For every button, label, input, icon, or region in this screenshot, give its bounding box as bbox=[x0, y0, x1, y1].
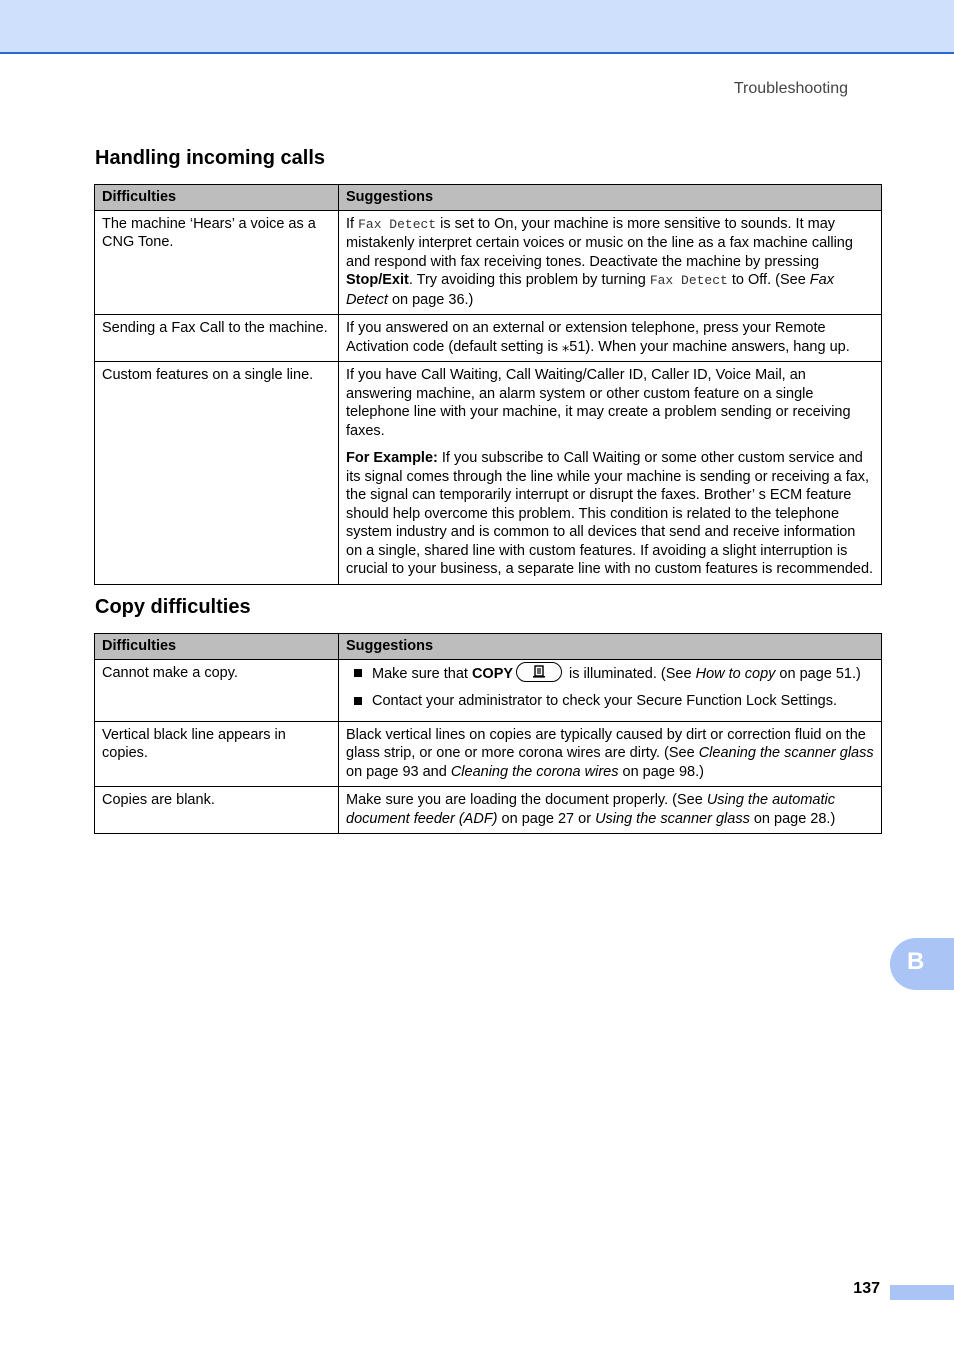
running-header: Troubleshooting bbox=[733, 80, 848, 97]
table-header-row bbox=[95, 185, 882, 211]
table-row bbox=[95, 787, 882, 834]
example-label: For Example: bbox=[346, 450, 438, 466]
square-bullet-icon bbox=[354, 669, 362, 677]
text: on page 28.) bbox=[749, 810, 836, 827]
table-header-row bbox=[95, 634, 882, 660]
text: Make sure that bbox=[372, 665, 472, 682]
copy-icon bbox=[516, 662, 562, 682]
text: If bbox=[346, 215, 359, 232]
difficulty-cell: Custom features on a single line. bbox=[95, 362, 339, 585]
section-title-copy-difficulties: Copy difficulties bbox=[95, 596, 251, 618]
list-item bbox=[346, 664, 874, 688]
lcd-text: Fax Detect bbox=[649, 273, 728, 288]
difficulty-cell: Vertical black line appears in copies. bbox=[95, 721, 339, 787]
table-row bbox=[95, 659, 882, 721]
key-name: COPY bbox=[471, 665, 514, 682]
page-number-bar bbox=[890, 1285, 954, 1300]
square-bullet-icon bbox=[354, 697, 362, 705]
text: Black vertical lines on copies are typically caused by dirt or correction fluid on the glass strip, or one or more corona wires are dirty. (See bbox=[346, 726, 866, 761]
table-row bbox=[95, 721, 882, 787]
difficulty-cell: The machine ‘Hears’ a voice as a CNG Tone. bbox=[95, 210, 339, 315]
column-header-suggestions: Suggestions bbox=[339, 634, 882, 660]
key-name: Stop/Exit bbox=[346, 272, 409, 288]
column-header-difficulties: Difficulties bbox=[95, 634, 339, 660]
text: on page 98.) bbox=[618, 763, 704, 780]
cross-reference: Cleaning the corona wires bbox=[450, 763, 619, 780]
text: on page 51.) bbox=[775, 665, 861, 682]
text: If you subscribe to Call Waiting or some other custom service and its signal comes through the line while your machine is sending or receiving a fax, the signal can temporarily interrupt or disrupt the faxes. Brother’ s ECM feature should help overcome this problem. This condition is related to the telephone system industry and is common to all devices that send and receive information on a single, shared line with custom features. If avoiding a slight interruption is crucial to your business, a separate line with no custom features is recommended. bbox=[346, 450, 874, 577]
suggestion-cell bbox=[339, 362, 882, 585]
paragraph: If you have Call Waiting, Call Waiting/Caller ID, Caller ID, Voice Mail, an answering machine, an alarm system or other custom feature on a single telephone line with your machine, it may create a problem sending or receiving faxes. bbox=[346, 367, 851, 439]
text: on page 27 or bbox=[497, 810, 596, 827]
page-number: 137 bbox=[853, 1280, 880, 1297]
difficulty-cell: Copies are blank. bbox=[95, 787, 339, 834]
appendix-tab-letter: B bbox=[907, 948, 925, 975]
text: Contact your administrator to check your Secure Function Lock Settings. bbox=[372, 692, 838, 709]
list-item bbox=[346, 692, 874, 716]
suggestion-cell: If you answered on an external or extension telephone, press your Remote Activation code (default setting is ⁎51). When your machine answers, hang up. bbox=[339, 315, 882, 362]
incoming-calls-table bbox=[94, 184, 882, 585]
text: to Off. (See bbox=[727, 272, 810, 288]
text: on page 93 and bbox=[346, 763, 451, 780]
paragraph bbox=[346, 449, 874, 579]
cross-reference: Fax Detect bbox=[346, 272, 834, 308]
table-row bbox=[95, 362, 882, 585]
top-header-band bbox=[0, 0, 954, 54]
column-header-difficulties: Difficulties bbox=[95, 185, 339, 211]
text: is illuminated. (See bbox=[565, 665, 696, 682]
suggestion-cell bbox=[339, 659, 882, 721]
cross-reference: Using the automatic document feeder (ADF) bbox=[346, 792, 835, 827]
column-header-suggestions: Suggestions bbox=[339, 185, 882, 211]
difficulty-cell: Cannot make a copy. bbox=[95, 659, 339, 721]
cross-reference: Using the scanner glass bbox=[595, 810, 750, 827]
suggestion-cell bbox=[339, 210, 882, 315]
text: Make sure you are loading the document properly. (See bbox=[346, 792, 707, 808]
difficulty-cell: Sending a Fax Call to the machine. bbox=[95, 315, 339, 362]
table-row bbox=[95, 210, 882, 315]
suggestion-cell bbox=[339, 787, 882, 834]
appendix-tab bbox=[890, 938, 954, 990]
text: . Try avoiding this problem by turning bbox=[408, 272, 650, 288]
copy-difficulties-table bbox=[94, 633, 882, 834]
bullet-list bbox=[346, 664, 874, 716]
table-row bbox=[95, 315, 882, 362]
cross-reference: How to copy bbox=[695, 665, 776, 682]
text: on page 36.) bbox=[387, 291, 474, 308]
cross-reference: Cleaning the scanner glass bbox=[698, 745, 874, 761]
lcd-text: Fax Detect bbox=[358, 216, 437, 232]
text: is set to On, your machine is more sensitive to sounds. It may mistakenly interpret certain voices or music on the line as a fax machine calling and respond with fax receiving tones. Deactivate the machine by pressing bbox=[346, 215, 853, 270]
suggestion-cell bbox=[339, 721, 882, 787]
section-title-incoming-calls: Handling incoming calls bbox=[95, 147, 326, 169]
